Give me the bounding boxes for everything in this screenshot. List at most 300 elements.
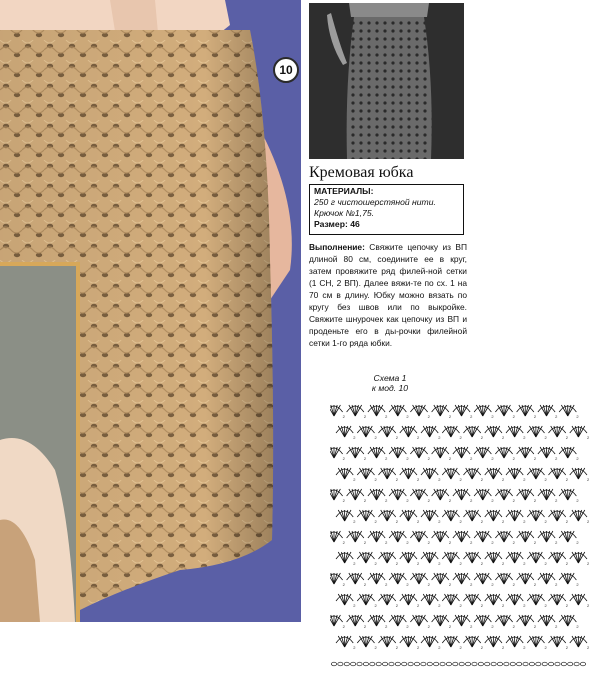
chain-stitch bbox=[421, 662, 426, 666]
fan-stitch bbox=[389, 573, 409, 587]
fan-stitch bbox=[527, 594, 547, 608]
svg-text:2: 2 bbox=[395, 435, 398, 440]
svg-text:2: 2 bbox=[502, 645, 505, 650]
chain-stitch bbox=[414, 662, 419, 666]
chain-stitch bbox=[382, 662, 387, 666]
fan-stitch bbox=[410, 447, 430, 461]
chain-stitch bbox=[331, 662, 336, 666]
svg-text:2: 2 bbox=[459, 645, 462, 650]
fan-stitch bbox=[453, 573, 473, 587]
svg-text:2: 2 bbox=[502, 561, 505, 566]
fan-stitch bbox=[464, 426, 484, 440]
chain-stitch bbox=[344, 662, 349, 666]
chain-stitch bbox=[523, 662, 528, 666]
svg-text:2: 2 bbox=[427, 582, 430, 587]
fan-stitch bbox=[527, 426, 547, 440]
chain-stitch bbox=[465, 662, 470, 666]
chain-stitch bbox=[529, 662, 534, 666]
svg-text:2: 2 bbox=[459, 435, 462, 440]
chain-stitch bbox=[408, 662, 413, 666]
svg-text:2: 2 bbox=[417, 603, 420, 608]
fan-stitch bbox=[400, 426, 420, 440]
svg-text:2: 2 bbox=[470, 414, 473, 419]
chain-stitch bbox=[517, 662, 522, 666]
svg-text:2: 2 bbox=[491, 582, 494, 587]
fan-stitch bbox=[453, 615, 473, 629]
svg-text:2: 2 bbox=[406, 456, 409, 461]
fan-stitch bbox=[368, 615, 388, 629]
svg-text:2: 2 bbox=[363, 498, 367, 503]
fan-stitch bbox=[379, 426, 399, 440]
svg-text:2: 2 bbox=[587, 519, 590, 524]
fan-stitch bbox=[517, 531, 537, 545]
fan-stitch bbox=[453, 489, 473, 503]
chain-stitch bbox=[395, 662, 400, 666]
fan-stitch bbox=[527, 468, 547, 482]
chain-stitch bbox=[351, 662, 356, 666]
crochet-schema-diagram bbox=[330, 398, 590, 690]
fan-stitch bbox=[506, 510, 526, 524]
fan-stitch bbox=[549, 636, 569, 650]
svg-text:2: 2 bbox=[512, 456, 515, 461]
fan-stitch bbox=[421, 636, 441, 650]
svg-text:2: 2 bbox=[417, 477, 420, 482]
fan-stitch bbox=[464, 510, 484, 524]
instructions-label: Выполнение: bbox=[309, 242, 365, 252]
svg-text:2: 2 bbox=[459, 561, 462, 566]
fan-stitch bbox=[410, 405, 430, 419]
materials-box bbox=[309, 184, 464, 235]
svg-text:2: 2 bbox=[576, 456, 579, 461]
fan-stitch bbox=[527, 552, 547, 566]
svg-text:2: 2 bbox=[470, 456, 473, 461]
svg-text:2: 2 bbox=[544, 477, 547, 482]
chain-stitch bbox=[548, 662, 553, 666]
fan-stitch bbox=[506, 594, 526, 608]
article-title: Кремовая юбка bbox=[309, 164, 414, 181]
fan-stitch bbox=[410, 615, 430, 629]
chain-stitch bbox=[504, 662, 509, 666]
chain-stitch bbox=[453, 662, 458, 666]
fan-stitch bbox=[389, 489, 409, 503]
fan-stitch bbox=[549, 426, 569, 440]
fan-stitch bbox=[474, 405, 494, 419]
svg-text:2: 2 bbox=[565, 603, 568, 608]
fan-stitch bbox=[495, 573, 515, 587]
fan-stitch bbox=[432, 573, 452, 587]
svg-text:2: 2 bbox=[523, 645, 526, 650]
svg-text:2: 2 bbox=[438, 435, 441, 440]
fan-stitch bbox=[421, 468, 441, 482]
svg-text:2: 2 bbox=[395, 561, 398, 566]
fan-stitch bbox=[330, 573, 346, 587]
svg-text:2: 2 bbox=[491, 624, 494, 629]
fan-stitch bbox=[570, 594, 590, 608]
fan-stitch bbox=[336, 426, 356, 440]
svg-text:2: 2 bbox=[565, 645, 568, 650]
chain-stitch bbox=[536, 662, 541, 666]
fan-stitch bbox=[368, 531, 388, 545]
svg-text:2: 2 bbox=[512, 540, 515, 545]
fan-stitch bbox=[485, 468, 505, 482]
svg-text:2: 2 bbox=[363, 540, 367, 545]
svg-text:2: 2 bbox=[587, 435, 590, 440]
fan-stitch bbox=[559, 489, 579, 503]
fan-stitch bbox=[464, 552, 484, 566]
svg-text:2: 2 bbox=[438, 477, 441, 482]
fan-stitch bbox=[559, 447, 579, 461]
fan-stitch bbox=[538, 489, 558, 503]
svg-text:2: 2 bbox=[395, 519, 398, 524]
fan-stitch bbox=[474, 615, 494, 629]
svg-text:2: 2 bbox=[448, 498, 452, 503]
chain-stitch bbox=[561, 662, 566, 666]
svg-text:2: 2 bbox=[427, 498, 430, 503]
svg-text:2: 2 bbox=[353, 519, 356, 524]
chain-stitch bbox=[427, 662, 432, 666]
fan-stitch bbox=[517, 615, 537, 629]
fan-stitch bbox=[442, 552, 462, 566]
fan-stitch bbox=[389, 615, 409, 629]
svg-text:2: 2 bbox=[395, 477, 398, 482]
schema-caption bbox=[330, 373, 450, 393]
fan-stitch bbox=[347, 573, 367, 587]
svg-text:2: 2 bbox=[406, 624, 409, 629]
fan-stitch bbox=[330, 405, 346, 419]
svg-text:2: 2 bbox=[491, 540, 494, 545]
svg-text:2: 2 bbox=[491, 498, 494, 503]
svg-text:2: 2 bbox=[438, 519, 441, 524]
fan-stitch bbox=[357, 468, 377, 482]
fan-stitch bbox=[330, 615, 346, 629]
fan-stitch bbox=[485, 594, 505, 608]
thumbnail-photo bbox=[309, 3, 464, 159]
svg-text:2: 2 bbox=[555, 540, 558, 545]
fan-stitch bbox=[559, 405, 579, 419]
fan-stitch bbox=[389, 447, 409, 461]
fan-stitch bbox=[474, 447, 494, 461]
svg-text:2: 2 bbox=[374, 477, 377, 482]
fan-stitch bbox=[464, 636, 484, 650]
svg-text:2: 2 bbox=[544, 603, 547, 608]
materials-size: Размер: 46 bbox=[314, 219, 360, 229]
svg-text:2: 2 bbox=[491, 456, 494, 461]
chain-stitch bbox=[357, 662, 362, 666]
svg-text:2: 2 bbox=[417, 435, 420, 440]
model-number-badge: 10 bbox=[273, 57, 299, 83]
fan-stitch bbox=[570, 552, 590, 566]
fan-stitch bbox=[432, 405, 452, 419]
svg-text:2: 2 bbox=[374, 645, 377, 650]
svg-text:2: 2 bbox=[523, 519, 526, 524]
svg-text:2: 2 bbox=[555, 456, 558, 461]
fan-stitch bbox=[453, 405, 473, 419]
chain-stitch bbox=[478, 662, 483, 666]
fan-stitch bbox=[330, 447, 346, 461]
fan-stitch bbox=[400, 552, 420, 566]
svg-text:2: 2 bbox=[533, 498, 537, 503]
svg-text:2: 2 bbox=[385, 456, 388, 461]
fan-stitch bbox=[538, 447, 558, 461]
svg-text:2: 2 bbox=[438, 603, 441, 608]
fan-stitch bbox=[549, 552, 569, 566]
chain-stitch bbox=[459, 662, 464, 666]
svg-text:2: 2 bbox=[533, 624, 537, 629]
svg-text:2: 2 bbox=[417, 561, 420, 566]
svg-text:2: 2 bbox=[480, 645, 483, 650]
svg-text:2: 2 bbox=[523, 435, 526, 440]
fan-stitch bbox=[517, 489, 537, 503]
fan-stitch bbox=[495, 405, 515, 419]
svg-text:2: 2 bbox=[544, 435, 547, 440]
fan-stitch bbox=[485, 552, 505, 566]
fan-stitch bbox=[432, 615, 452, 629]
instructions-text: Свяжите цепочку из ВП длиной 80 см, соедините ее в круг, затем провяжите ряд филей-ной сетки (1 СН, 2 ВП). Далее вяжи-те по сх. 1 на 70 см в длину. Юбку можно вязать по кругу без швов или по выкройке. Свяжите шнурочек как цепочку из ВП и проденьте его в ды-рочки филейной сетки 1-го ряда юбки. bbox=[309, 242, 468, 348]
materials-heading: МАТЕРИАЛЫ: bbox=[314, 186, 374, 196]
chain-stitch bbox=[472, 662, 477, 666]
svg-text:2: 2 bbox=[363, 624, 367, 629]
fan-stitch bbox=[410, 531, 430, 545]
svg-text:2: 2 bbox=[523, 477, 526, 482]
fan-stitch bbox=[464, 594, 484, 608]
fan-stitch bbox=[421, 426, 441, 440]
chain-stitch bbox=[574, 662, 579, 666]
svg-text:2: 2 bbox=[417, 519, 420, 524]
fan-stitch bbox=[336, 636, 356, 650]
svg-text:2: 2 bbox=[353, 645, 356, 650]
svg-text:2: 2 bbox=[417, 645, 420, 650]
fan-stitch bbox=[538, 573, 558, 587]
svg-text:2: 2 bbox=[342, 498, 345, 503]
fan-stitch bbox=[442, 594, 462, 608]
svg-text:2: 2 bbox=[406, 540, 409, 545]
svg-text:2: 2 bbox=[480, 435, 483, 440]
svg-text:2: 2 bbox=[406, 498, 409, 503]
fan-stitch bbox=[368, 573, 388, 587]
fan-stitch bbox=[379, 510, 399, 524]
svg-text:2: 2 bbox=[480, 561, 483, 566]
fan-stitch bbox=[570, 468, 590, 482]
fan-stitch bbox=[368, 489, 388, 503]
svg-text:2: 2 bbox=[587, 477, 590, 482]
svg-text:2: 2 bbox=[576, 540, 579, 545]
svg-text:2: 2 bbox=[406, 582, 409, 587]
fan-stitch bbox=[559, 573, 579, 587]
fan-stitch bbox=[389, 531, 409, 545]
fan-stitch bbox=[442, 636, 462, 650]
svg-text:2: 2 bbox=[448, 414, 452, 419]
fan-stitch bbox=[442, 426, 462, 440]
svg-text:2: 2 bbox=[502, 603, 505, 608]
svg-text:2: 2 bbox=[374, 561, 377, 566]
svg-text:2: 2 bbox=[427, 540, 430, 545]
fan-stitch bbox=[347, 405, 367, 419]
svg-text:2: 2 bbox=[576, 414, 579, 419]
fan-stitch bbox=[506, 426, 526, 440]
svg-text:2: 2 bbox=[353, 561, 356, 566]
svg-text:2: 2 bbox=[374, 435, 377, 440]
fan-stitch bbox=[432, 531, 452, 545]
fan-stitch bbox=[485, 636, 505, 650]
fan-stitch bbox=[527, 510, 547, 524]
svg-text:2: 2 bbox=[502, 477, 505, 482]
svg-text:2: 2 bbox=[565, 561, 568, 566]
fan-stitch bbox=[517, 573, 537, 587]
svg-text:2: 2 bbox=[512, 498, 515, 503]
fan-stitch bbox=[400, 510, 420, 524]
fan-stitch bbox=[368, 447, 388, 461]
fan-stitch bbox=[538, 615, 558, 629]
chain-stitch bbox=[370, 662, 375, 666]
chain-stitch bbox=[510, 662, 515, 666]
svg-text:2: 2 bbox=[470, 582, 473, 587]
svg-text:2: 2 bbox=[353, 477, 356, 482]
chain-stitch bbox=[389, 662, 394, 666]
fan-stitch bbox=[379, 594, 399, 608]
svg-text:2: 2 bbox=[459, 477, 462, 482]
svg-text:2: 2 bbox=[448, 624, 452, 629]
svg-text:2: 2 bbox=[470, 624, 473, 629]
svg-text:2: 2 bbox=[555, 498, 558, 503]
svg-text:2: 2 bbox=[385, 582, 388, 587]
fan-stitch bbox=[570, 510, 590, 524]
svg-text:2: 2 bbox=[385, 414, 388, 419]
svg-text:2: 2 bbox=[374, 519, 377, 524]
chain-stitch bbox=[402, 662, 407, 666]
svg-text:2: 2 bbox=[544, 645, 547, 650]
fan-stitch bbox=[347, 531, 367, 545]
fan-stitch bbox=[379, 552, 399, 566]
fan-stitch bbox=[495, 447, 515, 461]
fan-stitch bbox=[400, 636, 420, 650]
fan-stitch bbox=[336, 552, 356, 566]
fan-stitch bbox=[357, 510, 377, 524]
svg-text:2: 2 bbox=[587, 603, 590, 608]
fan-stitch bbox=[389, 405, 409, 419]
fan-stitch bbox=[421, 594, 441, 608]
svg-text:2: 2 bbox=[353, 603, 356, 608]
svg-text:2: 2 bbox=[576, 498, 579, 503]
chain-stitch bbox=[440, 662, 445, 666]
svg-text:2: 2 bbox=[576, 624, 579, 629]
svg-text:2: 2 bbox=[533, 414, 537, 419]
svg-text:2: 2 bbox=[587, 645, 590, 650]
fan-stitch bbox=[474, 573, 494, 587]
fan-stitch bbox=[474, 531, 494, 545]
svg-text:2: 2 bbox=[480, 603, 483, 608]
materials-yarn: 250 г чистошерстяной нити. bbox=[314, 197, 436, 207]
chain-stitch bbox=[363, 662, 368, 666]
svg-text:2: 2 bbox=[512, 624, 515, 629]
fan-stitch bbox=[432, 447, 452, 461]
svg-text:2: 2 bbox=[342, 414, 345, 419]
svg-text:2: 2 bbox=[385, 540, 388, 545]
fan-stitch bbox=[368, 405, 388, 419]
svg-text:2: 2 bbox=[565, 519, 568, 524]
svg-text:2: 2 bbox=[533, 456, 537, 461]
svg-text:2: 2 bbox=[385, 498, 388, 503]
fan-stitch bbox=[357, 426, 377, 440]
svg-text:2: 2 bbox=[533, 582, 537, 587]
fan-stitch bbox=[538, 531, 558, 545]
main-photo bbox=[0, 0, 301, 622]
svg-text:2: 2 bbox=[565, 477, 568, 482]
fan-stitch bbox=[357, 636, 377, 650]
fan-stitch bbox=[357, 594, 377, 608]
fan-stitch bbox=[330, 531, 346, 545]
fan-stitch bbox=[432, 489, 452, 503]
fan-stitch bbox=[495, 615, 515, 629]
fan-stitch bbox=[330, 489, 346, 503]
svg-text:2: 2 bbox=[459, 519, 462, 524]
svg-text:2: 2 bbox=[459, 603, 462, 608]
chain-stitch bbox=[568, 662, 573, 666]
fan-stitch bbox=[421, 552, 441, 566]
fan-stitch bbox=[336, 594, 356, 608]
svg-text:2: 2 bbox=[448, 540, 452, 545]
svg-text:2: 2 bbox=[523, 561, 526, 566]
svg-text:2: 2 bbox=[555, 414, 558, 419]
svg-text:2: 2 bbox=[427, 624, 430, 629]
fan-stitch bbox=[379, 636, 399, 650]
fan-stitch bbox=[464, 468, 484, 482]
svg-text:2: 2 bbox=[565, 435, 568, 440]
fan-stitch bbox=[400, 594, 420, 608]
chain-stitch bbox=[338, 662, 343, 666]
fan-stitch bbox=[410, 573, 430, 587]
fan-stitch bbox=[549, 594, 569, 608]
fan-stitch bbox=[506, 636, 526, 650]
svg-text:2: 2 bbox=[544, 561, 547, 566]
chain-stitch bbox=[434, 662, 439, 666]
svg-text:2: 2 bbox=[576, 582, 579, 587]
svg-text:2: 2 bbox=[523, 603, 526, 608]
fan-stitch bbox=[347, 489, 367, 503]
fan-stitch bbox=[410, 489, 430, 503]
fan-stitch bbox=[453, 531, 473, 545]
svg-text:2: 2 bbox=[470, 498, 473, 503]
fan-stitch bbox=[347, 447, 367, 461]
svg-text:2: 2 bbox=[555, 624, 558, 629]
svg-text:2: 2 bbox=[427, 414, 430, 419]
fan-stitch bbox=[495, 489, 515, 503]
fan-stitch bbox=[506, 552, 526, 566]
svg-text:2: 2 bbox=[385, 624, 388, 629]
svg-text:2: 2 bbox=[342, 540, 345, 545]
fan-stitch bbox=[549, 510, 569, 524]
fan-stitch bbox=[570, 636, 590, 650]
fan-stitch bbox=[495, 531, 515, 545]
svg-text:2: 2 bbox=[480, 519, 483, 524]
fan-stitch bbox=[559, 615, 579, 629]
chain-stitch bbox=[542, 662, 547, 666]
fan-stitch bbox=[379, 468, 399, 482]
svg-text:2: 2 bbox=[555, 582, 558, 587]
fan-stitch bbox=[336, 510, 356, 524]
fan-stitch bbox=[549, 468, 569, 482]
fan-stitch bbox=[538, 405, 558, 419]
svg-text:2: 2 bbox=[342, 624, 345, 629]
svg-text:2: 2 bbox=[342, 456, 345, 461]
svg-text:2: 2 bbox=[406, 414, 409, 419]
fan-stitch bbox=[559, 531, 579, 545]
svg-text:2: 2 bbox=[363, 414, 367, 419]
schema-caption-title: Схема 1 bbox=[373, 373, 407, 383]
fan-stitch bbox=[453, 447, 473, 461]
chain-stitch bbox=[580, 662, 585, 666]
svg-text:2: 2 bbox=[480, 477, 483, 482]
svg-text:2: 2 bbox=[491, 414, 494, 419]
